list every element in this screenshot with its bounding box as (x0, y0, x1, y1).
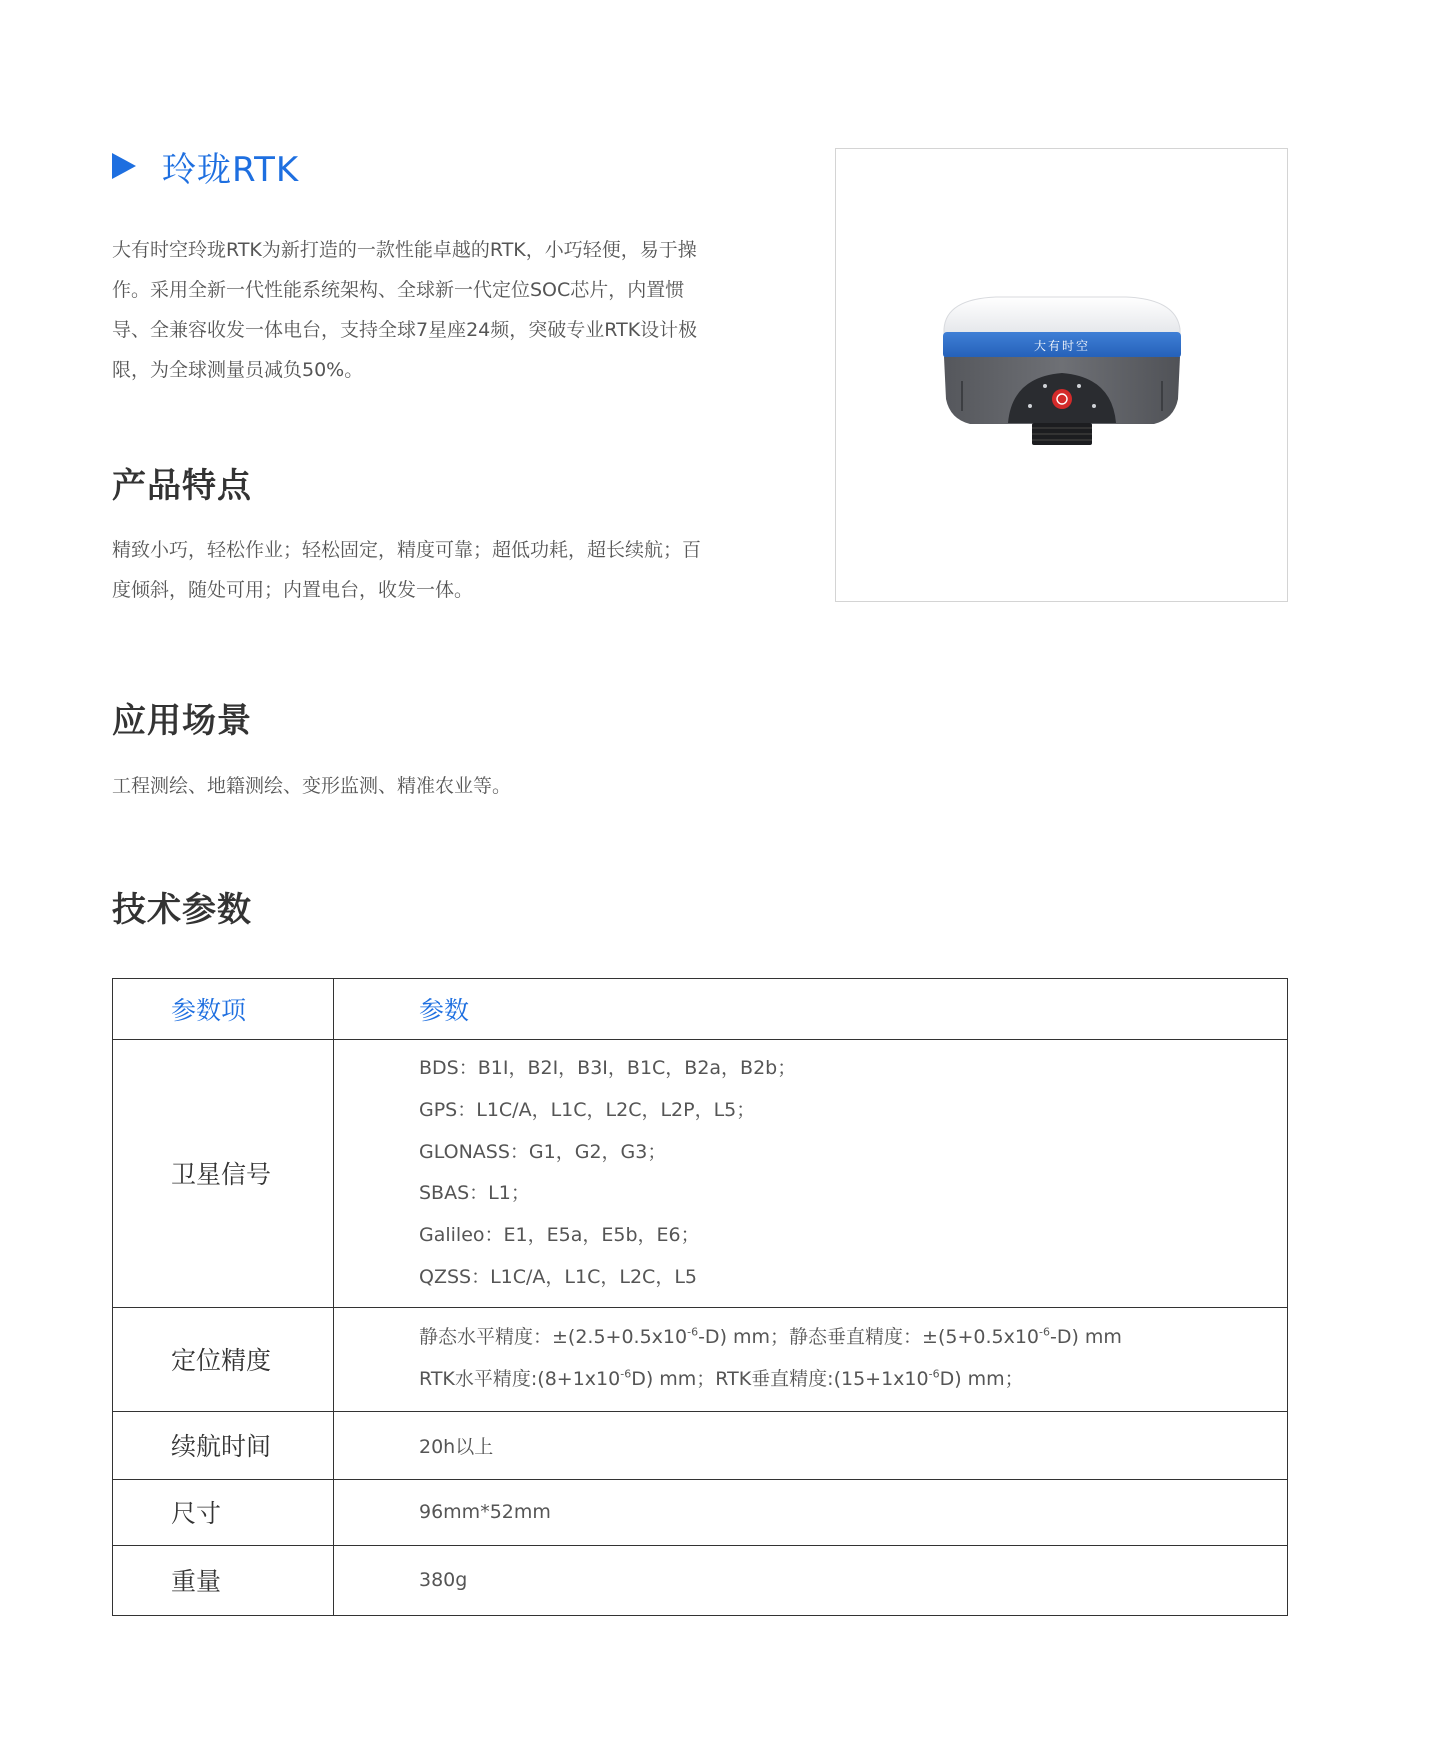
accuracy-line: 静态水平精度：$\pm(2.5+0.5x10^{-6}-D)$ mm；静态垂直精度：$\pm(5+0.5x10^{-6}-D)$ mm (419, 1326, 1122, 1349)
size-label: 尺寸 (113, 1479, 334, 1545)
weight-label: 重量 (113, 1545, 334, 1615)
table-row (113, 1545, 1288, 1615)
header-value: 参数 (334, 979, 1288, 1040)
product-image (835, 148, 1288, 602)
table-row (113, 1411, 1288, 1479)
accuracy-line: RTK水平精度$:(8+1x10^{-6}D)$ mm；RTK垂直精度$:(15+1x10^{-6}D)$ mm； (419, 1367, 1024, 1391)
signal-line: SBAS：L1； (419, 1182, 530, 1205)
signal-values (334, 1040, 1288, 1308)
specs-table (112, 978, 1288, 1616)
rtk-receiver-illustration (836, 149, 1289, 603)
product-brand-label: 大有时空 (1033, 339, 1091, 353)
product-intro: 大有时空玲珑RTK为新打造的一款性能卓越的RTK，小巧轻便，易于操作。采用全新一代性能系统架构、全球新一代定位SOC芯片，内置惯导、全兼容收发一体电台，支持全球7星座24频，突破专业RTK设计极限，为全球测量员减负50%。 (112, 239, 698, 381)
accuracy-values (334, 1307, 1288, 1411)
header-item: 参数项 (113, 979, 334, 1040)
features-title: 产品特点 (112, 466, 252, 506)
applications-title: 应用场景 (112, 701, 252, 741)
battery-value: 20h以上 (334, 1411, 1288, 1479)
signal-line: QZSS：L1C/A，L1C，L2C，L5 (419, 1265, 697, 1288)
weight-value: 380g (334, 1545, 1288, 1615)
signal-line: GLONASS：G1，G2，G3； (419, 1140, 667, 1163)
table-header-row (113, 979, 1288, 1040)
applications-text: 工程测绘、地籍测绘、变形监测、精准农业等。 (112, 775, 512, 797)
product-header (112, 142, 299, 190)
specs-title: 技术参数 (112, 890, 252, 930)
table-row (113, 1479, 1288, 1545)
signal-line: Galileo：E1，E5a，E5b，E6； (419, 1224, 700, 1247)
features-text: 精致小巧，轻松作业；轻松固定，精度可靠；超低功耗，超长续航；百度倾斜，随处可用；内置电台，收发一体。 (112, 539, 702, 601)
size-value: 96mm*52mm (334, 1479, 1288, 1545)
product-title: 玲珑RTK (162, 149, 300, 190)
accuracy-label: 定位精度 (113, 1307, 334, 1411)
table-row (113, 1040, 1288, 1308)
battery-label: 续航时间 (113, 1411, 334, 1479)
play-triangle-icon (112, 153, 136, 179)
signal-line: BDS：B1I，B2I，B3I，B1C，B2a，B2b； (419, 1057, 797, 1079)
page-content (112, 0, 1288, 1750)
signal-line: GPS：L1C/A，L1C，L2C，L2P，L5； (419, 1098, 756, 1121)
signal-label: 卫星信号 (113, 1040, 334, 1308)
table-row (113, 1307, 1288, 1411)
power-button-icon (1052, 389, 1072, 409)
